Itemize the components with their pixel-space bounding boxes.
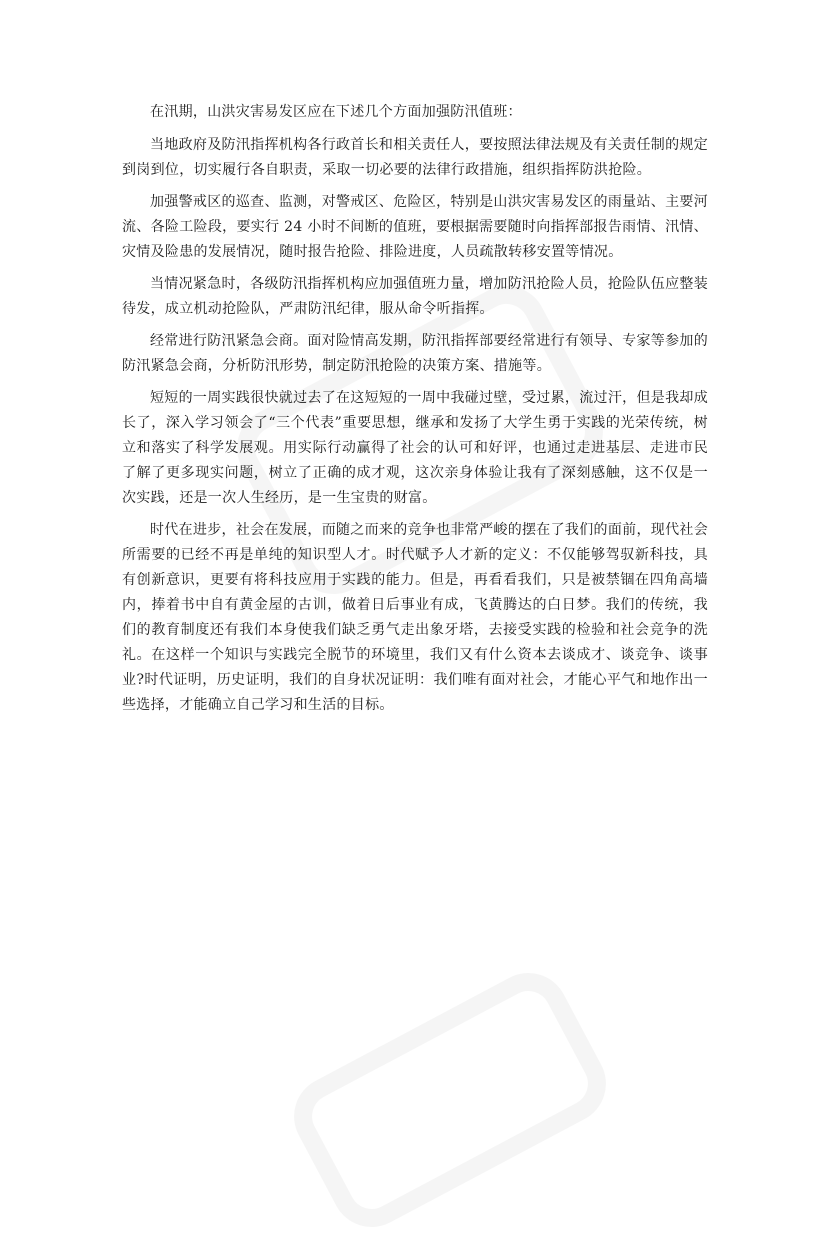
document-body [122, 100, 708, 725]
paragraph-emergency-staffing: 当情况紧急时，各级防汛指挥机构应加强值班力量，增加防汛抢险人员，抢险队伍应整装待发，成立机动抢险队，严肃防汛纪律，服从命令听指挥。 [122, 276, 708, 317]
paragraph-intro: 在汛期，山洪灾害易发区应在下述几个方面加强防汛值班： [150, 104, 522, 120]
watermark [280, 959, 620, 1241]
paragraph-leadership-duty: 当地政府及防汛指挥机构各行政首长和相关责任人，要按照法律法规及有关责任制的规定到岗到位，切实履行各自职责，采取一切必要的法律行政措施，组织指挥防洪抢险。 [122, 137, 708, 178]
paragraph-emergency-consultation: 经常进行防汛紧急会商。面对险情高发期，防汛指挥部要经常进行有领导、专家等参加的防汛紧急会商，分析防汛形势，制定防汛抢险的决策方案、措施等。 [122, 333, 708, 374]
paragraph-practice-reflection: 短短的一周实践很快就过去了在这短短的一周中我碰过壁，受过累，流过汗，但是我却成长了，深入学习领会了“三个代表”重要思想，继承和发扬了大学生勇于实践的光荣传统，树立和落实了科学发展观。用实际行动赢得了社会的认可和好评，也通过走进基层、走进市民了解了更多现实问题，树立了正确的成才观，这次亲身体验让我有了深刻感触，这不仅是一次实践，还是一次人生经历，是一生宝贵的财富。 [122, 390, 708, 506]
paragraph-patrol-monitoring: 加强警戒区的巡查、监测，对警戒区、危险区，特别是山洪灾害易发区的雨量站、主要河流、各险工险段，要实行 24 小时不间断的值班，要根据需要随时向指挥部报告雨情、汛情、灾情及险患的发展情况，随时报告抢险、排险进度，人员疏散转移安置等情况。 [122, 194, 708, 260]
paragraph-times-progress: 时代在进步，社会在发展，而随之而来的竞争也非常严峻的摆在了我们的面前，现代社会所需要的已经不再是单纯的知识型人才。时代赋予人才新的定义：不仅能够驾驭新科技，具有创新意识，更要有将科技应用于实践的能力。但是，再看看我们，只是被禁锢在四角高墙内，捧着书中自有黄金屋的古训，做着日后事业有成，飞黄腾达的白日梦。我们的传统，我们的教育制度还有我们本身使我们缺乏勇气走出象牙塔，去接受实践的检验和社会竞争的洗礼。在这样一个知识与实践完全脱节的环境里，我们又有什么资本去谈成才、谈竞争、谈事业?时代证明，历史证明，我们的自身状况证明：我们唯有面对社会，才能心平气和地作出一些选择，才能确立自己学习和生活的目标。 [122, 522, 708, 713]
